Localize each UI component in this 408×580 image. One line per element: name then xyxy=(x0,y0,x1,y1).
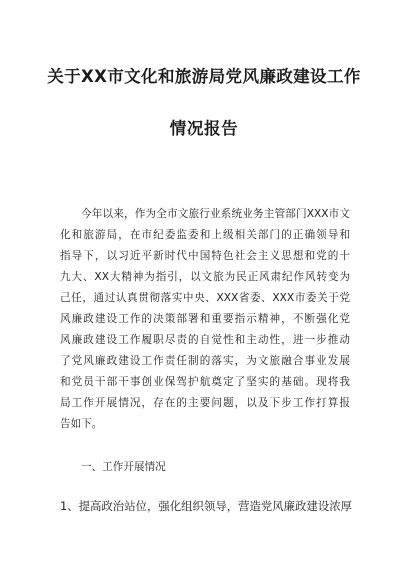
paragraph-line: 化和旅游局，在市纪委监委和上级相关部门的正确领导和 xyxy=(60,229,350,241)
section-heading: 一、工作开展情况 xyxy=(81,461,166,473)
paragraph-line: 和党员干部干事创业保驾护航奠定了坚实的基础。现将我 xyxy=(60,376,350,388)
paragraph-line: 了党风廉政建设工作责任制的落实，为文旅融合事业发展 xyxy=(60,355,350,367)
paragraph-line: 指导下，以习近平新时代中国特色社会主义思想和党的十 xyxy=(60,250,350,262)
paragraph-line: 己任，通过认真贯彻落实中央、XXX省委、XXX市委关于党 xyxy=(60,292,350,304)
paragraph-line: 风廉政建设工作的决策部署和重要指示精神，不断强化党 xyxy=(60,313,350,325)
paragraph-line: 今年以来，作为全市文旅行业系统业务主管部门XXX市文 xyxy=(81,208,350,220)
paragraph-line: 告如下。 xyxy=(60,418,103,430)
document-title-line-2: 情况报告 xyxy=(169,119,239,138)
paragraph-line: 局工作开展情况，存在的主要问题，以及下步工作打算报 xyxy=(60,397,350,409)
subsection-heading-line: 1、提高政治站位，强化组织领导，营造党风廉政建设浓厚 xyxy=(60,499,353,513)
paragraph-line: 九大、XX大精神为指引，以文旅为民正风肃纪作风转变为 xyxy=(60,271,350,283)
document-title-line-1: 关于XX市文化和旅游局党风廉政建设工作 xyxy=(47,67,361,86)
paragraph-line: 风廉政建设工作履职尽责的自觉性和主动性，进一步推动 xyxy=(60,334,350,346)
